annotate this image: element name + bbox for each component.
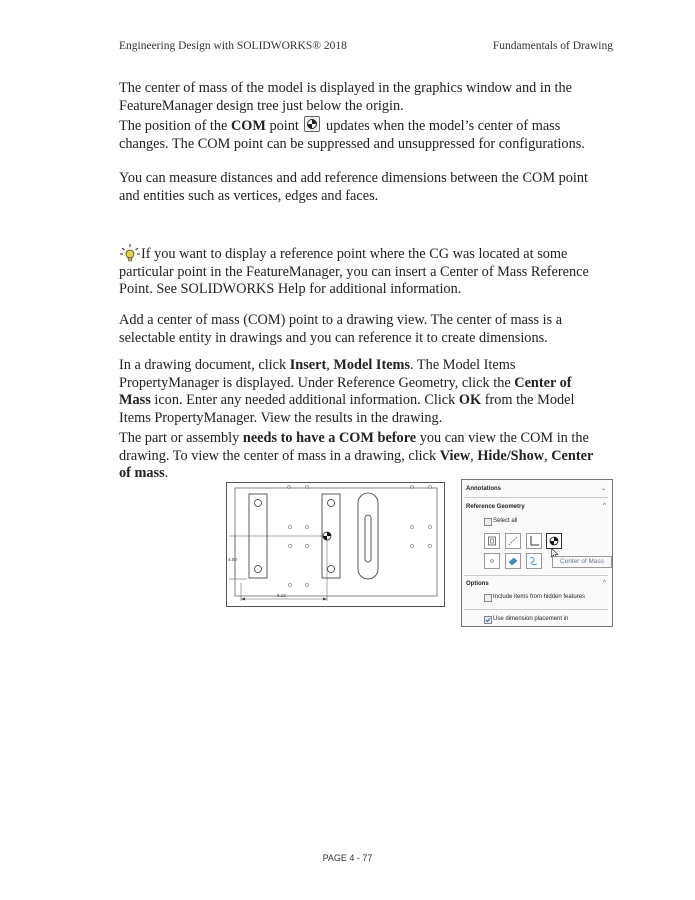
paragraph-com-position: The position of the COM point updates when the model’s center of mass changes. The COM point can be suppressed and unsuppressed for configurations. [119,118,585,152]
chevron-down-icon[interactable]: ⌄ [600,486,606,492]
select-all-checkbox[interactable] [484,518,492,526]
dimension-vertical: 4.00 [228,557,237,562]
divider [464,497,608,498]
chevron-up-icon[interactable]: ^ [603,580,606,586]
header-right: Fundamentals of Drawing [492,40,613,52]
select-all-label: Select all [493,518,518,524]
model-items-propertymanager [461,479,613,627]
drawing-view[interactable] [226,482,445,607]
center-of-mass-button[interactable] [546,533,562,549]
axis-icon[interactable] [505,533,521,549]
paragraph-drawing-steps: In a drawing document, click Insert, Model Items. The Model Items PropertyManager is displayed. Under Reference Geometry, click the Center of Mass icon. Enter any needed additional information. Click OK from the Model Items PropertyManager. View the results in the drawing. [119,357,575,426]
coordinate-system-icon[interactable] [526,533,542,549]
use-dimension-checkbox[interactable] [484,616,492,624]
page-number: PAGE 4 - 77 [322,853,373,863]
include-hidden-checkbox[interactable] [484,594,492,602]
surface-icon[interactable] [505,553,521,569]
drawing-geometry [227,483,444,606]
options-section[interactable]: Options [466,581,489,587]
curve-icon[interactable] [526,553,542,569]
plane-icon[interactable] [484,533,500,549]
chevron-up-icon[interactable]: ^ [603,503,606,509]
point-icon[interactable] [484,553,500,569]
center-of-mass-tooltip: Center of Mass [552,556,612,568]
paragraph-view-com: The part or assembly needs to have a COM before you can view the COM in the drawing. To view the center of mass in a drawing, click View, Hide/Show, Center of mass. [119,430,594,481]
use-dimension-label: Use dimension placement in [493,616,569,622]
reference-geometry-section[interactable]: Reference Geometry [466,504,525,510]
divider [464,609,608,610]
include-hidden-label: Include items from hidden features [493,594,586,600]
dimension-horizontal: 6.12 [277,593,286,598]
divider [464,575,608,576]
annotations-section[interactable]: Annotations [466,486,501,492]
paragraph-measure: You can measure distances and add reference dimensions between the COM point and entities such as vertices, edges and faces. [119,170,589,204]
paragraph-tip: If you want to display a reference point where the CG was located at some particular point in the FeatureManager, you can insert a Center of Mass Reference Point. See SOLIDWORKS Help for additional information. [119,246,589,297]
paragraph-com-displayed: The center of mass of the model is displayed in the graphics window and in the FeatureManager design tree just below the origin. [119,80,573,114]
center-of-mass-icon [304,116,320,132]
header-left: Engineering Design with SOLIDWORKS® 2018 [119,40,347,52]
paragraph-add-com: Add a center of mass (COM) point to a drawing view. The center of mass is a selectable entity in drawings and you can reference it to create dimensions. [119,312,563,346]
